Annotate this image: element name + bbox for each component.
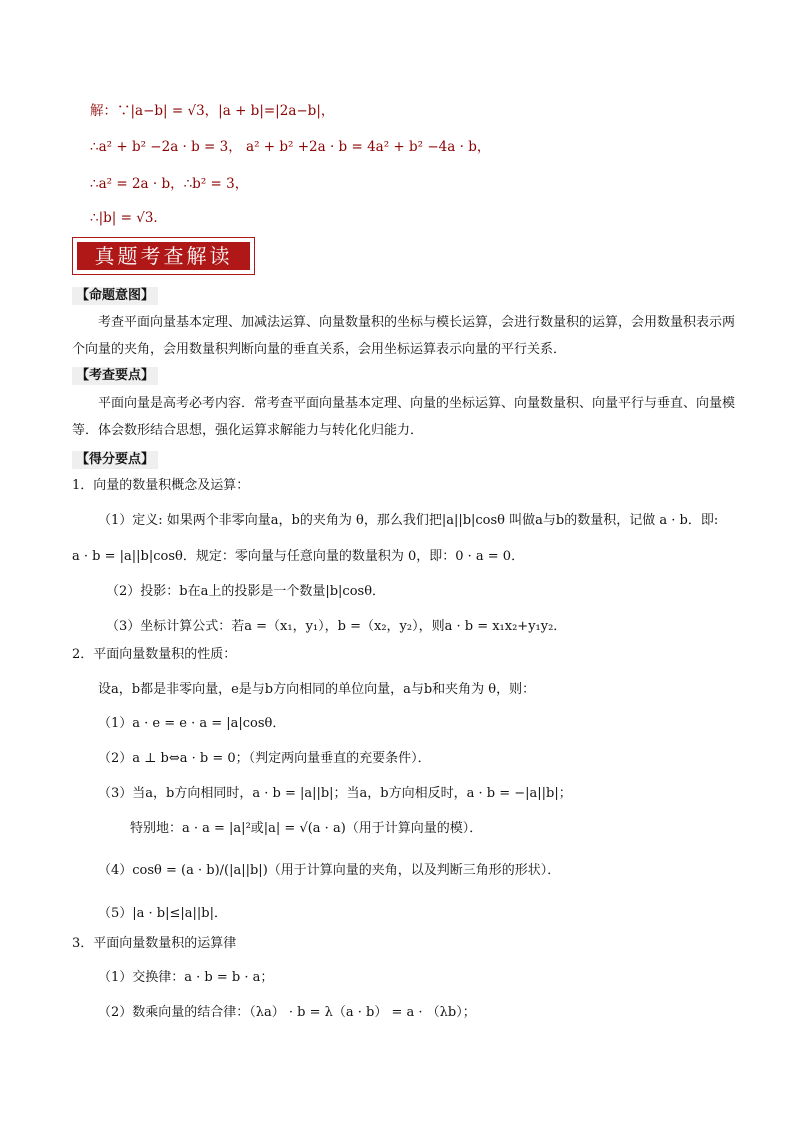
solution-line-2: ∴a² + b² −2a · b = 3， a² + b² +2a · b = 4a² + b² −4a · b， xyxy=(90,139,491,155)
def-1a: （1）定义: 如果两个非零向量a，b的夹角为 θ，那么我们把|a||b|cosθ 叫做a与b的数量积，记做 a · b．即: xyxy=(98,513,719,528)
heading-1: 1．向量的数量积概念及运算： xyxy=(72,478,250,493)
property-5: （5）|a · b|≤|a||b|． xyxy=(98,906,227,921)
solution-line-4: ∴|b| = √3． xyxy=(90,210,167,226)
heading-2: 2．平面向量数量积的性质： xyxy=(72,647,237,662)
property-intro: 设a，b都是非零向量，e是与b方向相同的单位向量，a与b和夹角为 θ，则： xyxy=(98,682,536,697)
section-banner xyxy=(72,237,255,275)
rule-2: （2）数乘向量的结合律：（λa） · b = λ（a · b） = a · （λb）； xyxy=(98,1005,476,1020)
def-1b: a · b = |a||b|cosθ．规定：零向量与任意向量的数量积为 0，即：0 · a = 0． xyxy=(72,549,525,564)
def-3: （3）坐标计算公式：若a =（x₁，y₁），b =（x₂，y₂），则a · b = x₁x₂+y₁y₂． xyxy=(106,619,567,634)
def-2: （2）投影：b在a上的投影是一个数量|b|cosθ． xyxy=(106,584,386,599)
points-tag: 【考查要点】 xyxy=(72,367,158,385)
intent-tag: 【命题意图】 xyxy=(72,287,158,305)
heading-3: 3．平面向量数量积的运算律 xyxy=(72,936,237,951)
property-4: （4）cosθ = (a · b)/(|a||b|)（用于计算向量的夹角，以及判断三角形的形状）． xyxy=(98,863,561,878)
property-3b: 特别地：a · a = |a|²或|a| = √(a · a)（用于计算向量的模）． xyxy=(130,821,483,836)
rule-1: （1）交换律：a · b = b · a； xyxy=(98,970,274,985)
points-text: 平面向量是高考必考内容．常考查平面向量基本定理、向量的坐标运算、向量数量积、向量平行与垂直、向量模等．体会数形结合思想，强化运算求解能力与转化化归能力． xyxy=(72,396,736,438)
score-tag: 【得分要点】 xyxy=(72,451,158,469)
intent-text: 考查平面向量基本定理、加减法运算、向量数量积的坐标与模长运算，会进行数量积的运算，会用数量积表示两个向量的夹角，会用数量积判断向量的垂直关系，会用坐标运算表示向量的平行关系． xyxy=(72,315,736,357)
property-3: （3）当a，b方向相同时，a · b = |a||b|；当a，b方向相反时，a · b = −|a||b|； xyxy=(98,786,572,801)
property-2: （2）a ⊥ b⇔a · b = 0；（判定两向量垂直的充要条件）． xyxy=(98,751,431,766)
property-1: （1）a · e = e · a = |a|cosθ． xyxy=(98,716,286,731)
banner-title: 真题考查解读 xyxy=(76,241,251,271)
solution-line-3: ∴a² = 2a · b，∴b² = 3， xyxy=(90,176,249,192)
solution-line-1: 解：∵|a−b| = √3，|a + b|=|2a−b|， xyxy=(90,103,335,119)
